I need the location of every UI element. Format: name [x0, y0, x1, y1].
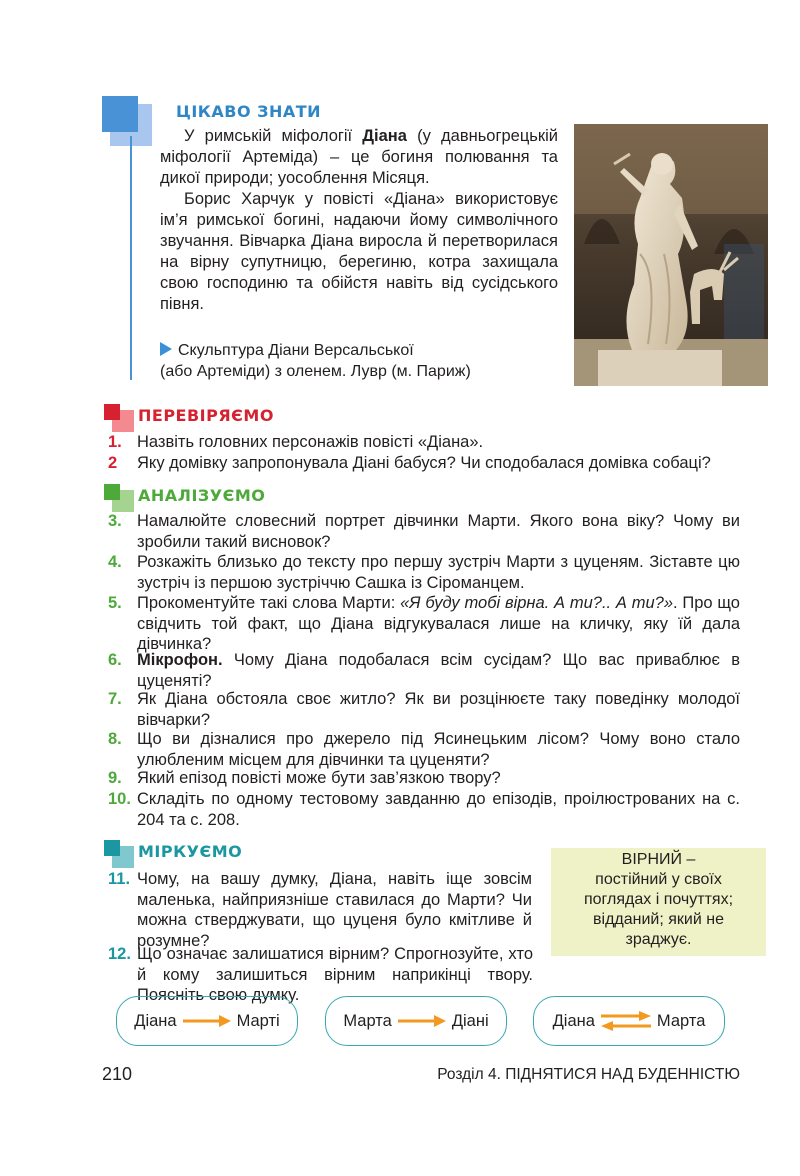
question-7: [108, 689, 740, 730]
statue-image: [574, 124, 768, 386]
question-text: Що означає залишатися вірним? Спрогнозуйте, хто й кому залишиться вірним наприкінці твору. Поясніть свою думку.: [137, 945, 533, 1004]
two-way-arrow-icon: [599, 1010, 653, 1032]
question-number: 11.: [108, 870, 131, 888]
caption-line-1-text: Скульптура Діани Версальської: [178, 342, 414, 359]
question-text: Як Діана обстояла своє житло? Як ви розцінюєте таку поведінку молодої вівчарки?: [137, 690, 740, 729]
analyze-icon-front-square: [104, 484, 120, 500]
question-text: Намалюйте словесний портрет дівчинки Марти. Якого вона віку? Чому ви зробили такий висновок?: [137, 512, 740, 551]
question-number: 4.: [108, 553, 122, 571]
arrow-right-icon: [396, 1013, 448, 1029]
chapter-footer: Розділ 4. ПІДНЯТИСЯ НАД БУДЕННІСТЮ: [437, 1066, 740, 1083]
question-number: 6.: [108, 651, 122, 669]
think-icon-front-square: [104, 840, 120, 856]
think-heading: МІРКУЄМО: [138, 842, 243, 861]
question-text: Назвіть головних персонажів повісті «Діана».: [137, 433, 484, 451]
pill-right-text: Діані: [451, 1011, 489, 1030]
definition-box: [551, 848, 766, 956]
arrow-right-icon: [181, 1013, 233, 1029]
question-5-quote: «Я буду тобі вірна. А ти?.. А ти?»: [400, 594, 674, 612]
question-text: Чому, на вашу думку, Діана, навіть іще зовсім маленька, найприязніше ставилася до Марти? Чи можна стверджувати, що цуценя було кмітливе й розумне?: [137, 870, 532, 950]
analyze-heading: АНАЛІЗУЄМО: [138, 486, 266, 505]
question-number: 8.: [108, 730, 122, 748]
facts-p1-bold: Діана: [362, 127, 407, 145]
statue-caption: [160, 340, 560, 382]
relation-pill-diana-marta: [116, 996, 298, 1046]
question-number: 3.: [108, 512, 122, 530]
question-4: [108, 552, 740, 593]
question-text: Складіть по одному тестовому завданню до епізодів, проілюстрованих на с. 204 та с. 208.: [137, 790, 740, 829]
definition-term: ВІРНИЙ –: [621, 851, 696, 868]
question-5-start: Прокоментуйте такі слова Марти:: [137, 594, 401, 612]
question-number: 10.: [108, 790, 131, 808]
diana-statue-photo: [574, 124, 768, 386]
facts-paragraph-1: [160, 126, 558, 189]
pill-left-text: Марта: [343, 1011, 392, 1030]
page-number: 210: [102, 1064, 133, 1084]
check-heading: ПЕРЕВІРЯЄМО: [138, 406, 274, 425]
question-1: [108, 432, 740, 453]
question-text: Яку домівку запропонувала Діані бабуся? Чи сподобалася домівка собаці?: [137, 454, 711, 472]
relation-pill-marta-diana: [325, 996, 507, 1046]
definition-line: відданий; який не: [593, 911, 724, 928]
facts-body: [160, 126, 558, 315]
question-text: Розкажіть близько до тексту про першу зустріч Марти з цуценям. Зіставте цю зустріч із першою зустріччю Сашка із Сіроманцем.: [137, 553, 740, 592]
question-6-bold: Мікрофон.: [137, 651, 223, 669]
question-number: 9.: [108, 769, 122, 787]
question-text: [137, 650, 740, 691]
definition-line: зраджує.: [625, 931, 692, 948]
question-number: 7.: [108, 690, 122, 708]
question-10: [108, 789, 740, 830]
question-8: [108, 729, 740, 770]
question-11: [108, 869, 532, 951]
facts-divider-line: [130, 136, 132, 380]
facts-p1-end: (у давньогрецькій міфології Артеміда) – це богиня полювання та дикої природи; уособлення Місяця.: [160, 127, 558, 187]
facts-p1-start: У римській міфології: [184, 127, 363, 145]
question-text: Який епізод повісті може бути зав’язкою твору?: [137, 769, 501, 787]
relation-pill-mutual: [533, 996, 725, 1046]
question-5: [108, 593, 740, 655]
question-2: [108, 453, 740, 474]
pill-left-text: Діана: [552, 1011, 595, 1030]
pill-right-text: Марта: [656, 1011, 706, 1030]
question-number: 2: [108, 454, 118, 472]
pill-left-text: Діана: [134, 1011, 177, 1030]
question-text: [137, 593, 740, 655]
check-icon-front-square: [104, 404, 120, 420]
caption-line-1: [160, 340, 560, 361]
facts-heading: ЦІКАВО ЗНАТИ: [176, 102, 322, 121]
question-6-rest: Чому Діана подобалася всім сусідам? Що вас приваблює в цуценяті?: [137, 651, 740, 690]
facts-icon-front-square: [102, 96, 138, 132]
caption-line-2: (або Артеміди) з оленем. Лувр (м. Париж): [160, 363, 471, 380]
question-6: [108, 650, 740, 691]
question-number: 5.: [108, 594, 122, 612]
pill-right-text: Марті: [236, 1011, 280, 1030]
question-number: 12.: [108, 945, 131, 963]
question-number: 1.: [108, 433, 122, 451]
triangle-pointer-icon: [160, 342, 172, 356]
question-3: [108, 511, 740, 552]
facts-paragraph-2: Борис Харчук у повісті «Діана» використовує ім’я римської богині, надаючи йому символічного звучання. Вівчарка Діана виросла й перетворилася на вірну супутницю, берегиню, котра захищала свою господиню та обійстя навіть від сусідського півня.: [160, 190, 558, 313]
question-text: Що ви дізналися про джерело під Ясинецьким лісом? Чому воно стало улюбленим місцем для дівчинки та цуценяти?: [137, 730, 740, 769]
question-5-end: . Про що свідчить той факт, що Діана відгукувалася лише на кличку, яку їй дала дівчинка?: [137, 594, 740, 653]
definition-line: поглядах і почуттях;: [583, 891, 734, 908]
definition-line: постійний у своїх: [595, 871, 722, 888]
question-9: [108, 768, 740, 789]
